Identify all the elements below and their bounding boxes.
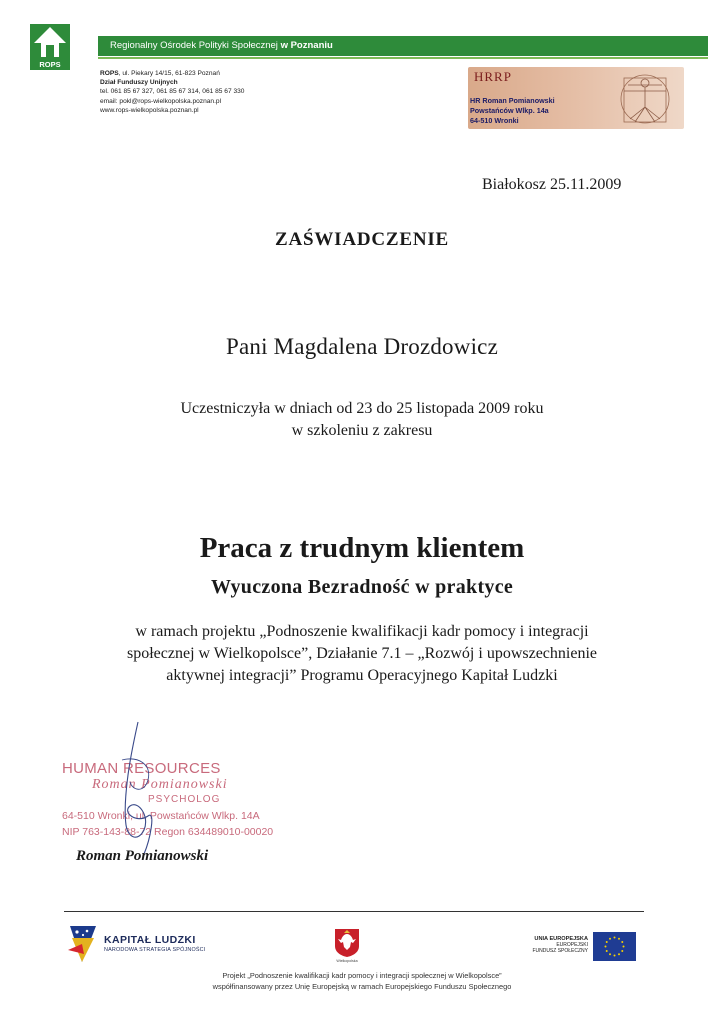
hr-stamp-line: HUMAN RESOURCES	[62, 760, 221, 777]
org-header-bar	[98, 36, 708, 56]
address-line: ROPS, ul. Piekary 14/15, 61-823 Poznań	[100, 70, 220, 77]
footer-note-line: współfinansowany przez Unię Europejską w ramach Europejskiego Funduszu Społecznego	[212, 981, 512, 991]
address-line: tel. 061 85 67 327, 061 85 67 314, 061 85 67 330	[100, 88, 245, 96]
hr-stamp-line: Roman Pomianowski	[92, 777, 228, 792]
kl-name: KAPITAŁ LUDZKI	[104, 934, 196, 946]
org-name: Regionalny Ośrodek Polityki Społecznej	[110, 40, 278, 51]
signatory-name: Roman Pomianowski	[76, 848, 209, 864]
address-line: www.rops-wielkopolska.poznan.pl	[100, 106, 199, 114]
eu-label: FUNDUSZ SPOŁECZNY	[532, 948, 588, 954]
eu-star	[618, 953, 620, 955]
footer-note-line: Projekt „Podnoszenie kwalifikacji kadr pomocy i integracji społecznej w Wielkopolsce”	[222, 971, 502, 980]
participation-text	[0, 398, 724, 442]
eu-star	[614, 937, 616, 939]
handwritten-signature	[108, 720, 228, 860]
course-subtitle: Wyuczona Bezradność w praktyce	[210, 576, 514, 598]
project-line: społecznej w Wielkopolsce”, Działanie 7.1 – „Rozwój i upowszechnienie	[126, 645, 597, 662]
eu-star	[606, 950, 608, 952]
kapital-ludzki-text	[104, 934, 205, 953]
org-name-city: w Poznaniu	[280, 40, 333, 51]
address-line: Dział Funduszy Unijnych	[100, 79, 178, 87]
project-line: w ramach projektu „Podnoszenie kwalifikacji kadr pomocy i integracji	[135, 623, 589, 640]
issue-date: Białokosz 25.11.2009	[482, 176, 622, 193]
wielkopolska-emblem-icon	[334, 928, 360, 958]
org-address	[100, 69, 350, 115]
hr-stamp-line: NIP 763-143-88-72 Regon 634489010-00020	[62, 826, 274, 838]
address-line: email: pokl@rops-wielkopolska.poznan.pl	[100, 97, 222, 105]
hr-stamp-line: PSYCHOLOG	[148, 794, 221, 805]
rops-logo	[30, 24, 70, 70]
participation-line: Uczestniczyła w dniach od 23 do 25 listopada 2009 roku	[180, 400, 544, 417]
footer-note	[0, 971, 724, 992]
eu-label: EUROPEJSKI	[556, 942, 588, 948]
hrrp-line: Powstańców Wlkp. 14a	[470, 106, 549, 115]
eu-star	[609, 953, 611, 955]
hrrp-line: HR Roman Pomianowski	[470, 96, 555, 105]
wielkopolska-label: Wielkopolska	[336, 959, 358, 963]
eu-star	[621, 941, 623, 943]
hr-stamp-line: 64-510 Wronki, ul. Powstańców Wlkp. 14A	[62, 810, 260, 822]
hrrp-logo: HRRP	[474, 69, 512, 84]
eu-flag-icon	[593, 932, 636, 961]
footer-divider	[64, 911, 644, 912]
eu-star	[606, 941, 608, 943]
participation-line: w szkoleniu z zakresu	[291, 422, 433, 439]
hrrp-line: 64-510 Wronki	[470, 116, 519, 125]
eu-label: UNIA EUROPEJSKA	[534, 936, 588, 942]
eu-star	[609, 938, 611, 940]
eu-star	[618, 938, 620, 940]
eu-star	[623, 946, 625, 948]
vitruvian-man-icon	[610, 69, 680, 127]
eu-text	[508, 936, 588, 954]
course-title: Praca z trudnym klientem	[199, 532, 525, 564]
eu-star	[605, 946, 607, 948]
recipient-name: Pani Magdalena Drozdowicz	[226, 334, 498, 359]
header-underline	[98, 57, 708, 59]
kapital-ludzki-logo-icon	[66, 924, 100, 964]
project-description	[70, 621, 654, 687]
hrrp-stamp	[468, 67, 684, 129]
kl-subtitle: NARODOWA STRATEGIA SPÓJNOŚCI	[104, 947, 206, 953]
project-line: aktywnej integracji” Programu Operacyjnego Kapitał Ludzki	[166, 667, 558, 684]
rops-logo-text: ROPS	[39, 60, 61, 69]
eu-star	[621, 950, 623, 952]
document-title: ZAŚWIADCZENIE	[274, 229, 450, 250]
eu-star	[614, 955, 616, 957]
